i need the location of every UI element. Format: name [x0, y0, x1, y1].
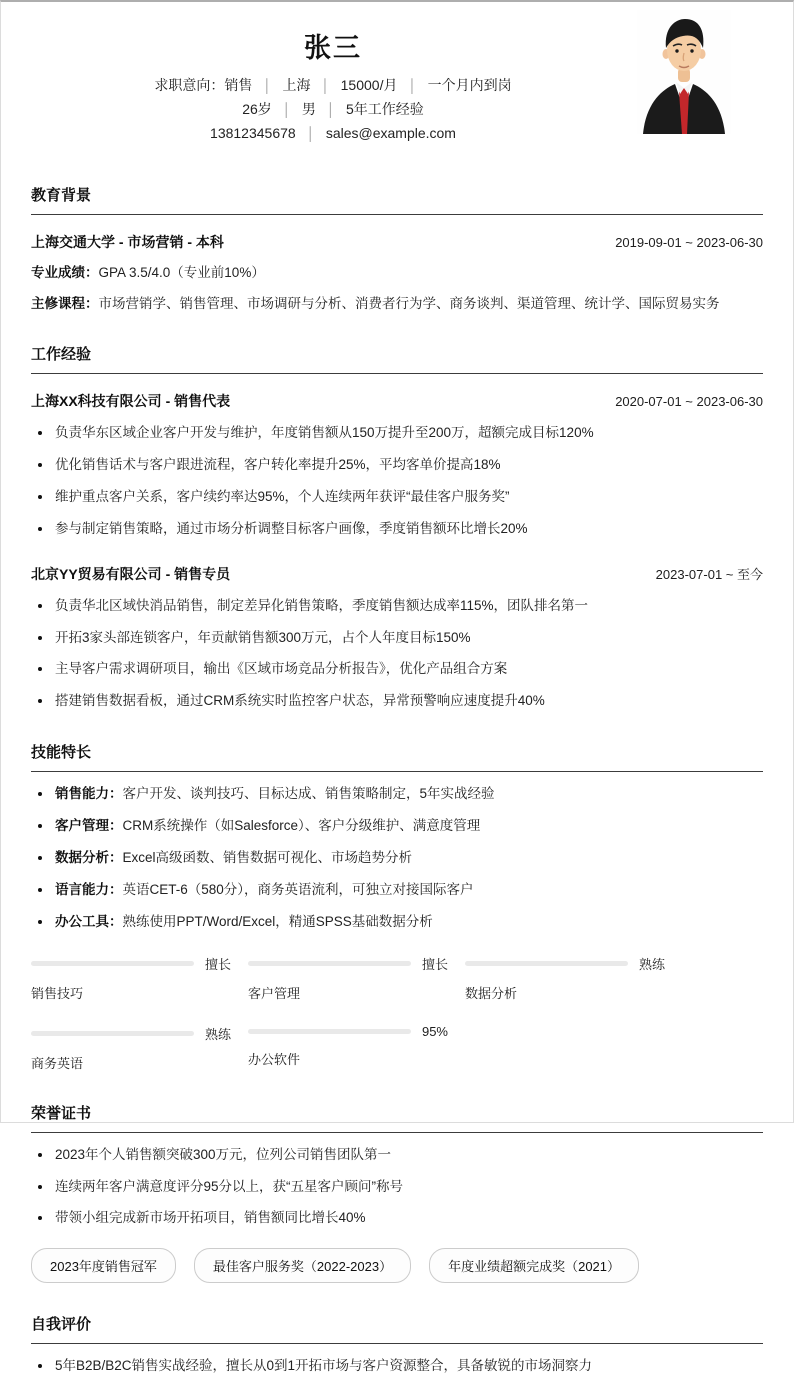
age: 26岁: [242, 101, 272, 117]
profile-photo-illustration: [637, 10, 731, 134]
bullet-dot-icon: [38, 1364, 42, 1368]
skill-item-text: CRM系统操作（如Salesforce）、客户分级维护、满意度管理: [122, 818, 481, 834]
skill-bar-row: [248, 954, 448, 973]
skill-bar-name: 销售技巧: [31, 985, 84, 1001]
job-bullet: [31, 692, 763, 711]
honor-bullet: [31, 1209, 763, 1228]
basic-info-line: [31, 101, 635, 118]
skill-item-text: 熟练使用PPT/Word/Excel，精通SPSS基础数据分析: [122, 913, 433, 929]
bullet-dot-icon: [38, 888, 42, 892]
section-title-self-evaluation: 自我评价: [31, 1313, 763, 1344]
skill-bar-item: [465, 954, 665, 1002]
bullet-dot-icon: [38, 792, 42, 796]
skill-item-label: 办公工具：: [55, 913, 123, 929]
skill-item: [31, 785, 763, 804]
section-education: [31, 184, 763, 313]
bullet-dot-icon: [38, 824, 42, 828]
contact-line: [31, 125, 635, 142]
skill-item-label: 数据分析：: [55, 850, 123, 866]
skill-bar-row: [31, 954, 231, 973]
job-bullet-text: 参与制定销售策略，通过市场分析调整目标客户画像，季度销售额环比增长20%: [55, 520, 528, 536]
honor-badge: 最佳客户服务奖（2022-2023）: [194, 1248, 411, 1283]
job-bullet-text: 搭建销售数据看板，通过CRM系统实时监控客户状态，异常预警响应速度提升40%: [55, 693, 545, 709]
skill-bar-row: [465, 954, 665, 973]
skill-bar-item: [31, 954, 231, 1002]
education-detail-line: [31, 263, 763, 283]
skill-item-text: 英语CET-6（580分），商务英语流利，可独立对接国际客户: [122, 881, 474, 897]
job-bullet-text: 开拓3家头部连锁客户，年贡献销售额300万元，占个人年度目标150%: [55, 629, 471, 645]
experience-years: 5年工作经验: [346, 101, 424, 117]
phone-number: 13812345678: [210, 125, 296, 141]
skill-item-text-wrap: [55, 849, 412, 868]
honor-badge: 2023年度销售冠军: [31, 1248, 176, 1283]
skill-bar-track: [248, 1029, 411, 1034]
section-title-skills: 技能特长: [31, 741, 763, 772]
skill-item-text-wrap: [55, 913, 433, 932]
company-and-role: 上海XX科技有限公司 - 销售代表: [31, 393, 231, 410]
skill-bar-name: 客户管理: [248, 985, 301, 1001]
skill-bar-name: 办公软件: [248, 1051, 301, 1067]
section-title-work: 工作经验: [31, 343, 763, 374]
section-honors: [31, 1102, 763, 1284]
skill-bar-name: 数据分析: [465, 985, 518, 1001]
intent-availability: 一个月内到岗: [427, 77, 512, 93]
skill-bar-item: [248, 1024, 448, 1072]
skill-item: [31, 817, 763, 836]
skill-item: [31, 881, 763, 900]
job-bullet: [31, 597, 763, 616]
skill-bar-level: 熟练: [204, 1026, 231, 1042]
job-bullet: [31, 660, 763, 679]
job-bullets: [31, 597, 763, 712]
skill-bar-track: [31, 961, 194, 966]
job-bullet-text: 负责华东区域企业客户开发与维护，年度销售额从150万提升至200万，超额完成目标120%: [55, 425, 594, 441]
bullet-dot-icon: [38, 699, 42, 703]
skill-item-text: 客户开发、谈判技巧、目标达成、销售策略制定，5年实战经验: [122, 786, 495, 802]
separator: [397, 77, 427, 93]
job-bullets: [31, 424, 763, 539]
candidate-name: 张三: [304, 33, 362, 63]
bullet-dot-icon: [38, 431, 42, 435]
bullet-dot-icon: [38, 495, 42, 499]
skill-item-label: 语言能力：: [55, 881, 123, 897]
honor-bullet-text: 2023年个人销售额突破300万元，位列公司销售团队第一: [55, 1146, 392, 1162]
job-header: [31, 391, 763, 411]
separator: [311, 77, 341, 93]
job-bullet: [31, 424, 763, 443]
bullet-dot-icon: [38, 667, 42, 671]
skill-item-text-wrap: [55, 785, 495, 804]
bullet-dot-icon: [38, 1153, 42, 1157]
skill-bar-track: [465, 961, 628, 966]
intent-salary: 15000/月: [340, 77, 398, 93]
honor-bullet: [31, 1146, 763, 1165]
job-bullet: [31, 456, 763, 475]
job-bullet-text: 维护重点客户关系，客户续约率达95%，个人连续两年获评“最佳客户服务奖”: [55, 488, 510, 504]
intent-position: 销售: [224, 77, 253, 93]
separator: [296, 125, 326, 141]
job-date-range: 2020-07-01 ~ 2023-06-30: [615, 394, 763, 410]
section-title-honors: 荣誉证书: [31, 1102, 763, 1133]
honor-bullets: [31, 1146, 763, 1229]
skill-bar-track: [248, 961, 411, 966]
profile-photo: [637, 10, 731, 134]
skill-bar-item: [31, 1024, 231, 1072]
skill-item: [31, 849, 763, 868]
job-bullet-text: 优化销售话术与客户跟进流程，客户转化率提升25%，平均客单价提高18%: [55, 457, 501, 473]
separator: [316, 101, 346, 117]
job-intent-line: [31, 77, 635, 94]
skill-bar-row: [248, 1024, 448, 1039]
detail-text: GPA 3.5/4.0（专业前10%）: [98, 265, 265, 280]
self-evaluation-bullets: [31, 1357, 763, 1376]
job-entry-2: [31, 564, 763, 712]
bullet-dot-icon: [38, 1185, 42, 1189]
separator: [252, 77, 282, 93]
skill-bar-track: [31, 1031, 194, 1036]
job-bullet: [31, 520, 763, 539]
skill-bars: [31, 954, 763, 1072]
skill-bar-name: 商务英语: [31, 1055, 84, 1071]
education-detail-line: [31, 294, 763, 314]
job-bullet: [31, 629, 763, 648]
skill-bar-level: 熟练: [638, 956, 665, 972]
honor-bullet-text: 连续两年客户满意度评分95分以上，获“五星客户顾问”称号: [55, 1178, 404, 1194]
self-evaluation-text: 5年B2B/B2C销售实战经验，擅长从0到1开拓市场与客户资源整合，具备敏锐的市场洞察力: [55, 1358, 593, 1374]
skill-item: [31, 913, 763, 932]
intent-city: 上海: [282, 77, 311, 93]
section-work-experience: [31, 343, 763, 711]
bullet-dot-icon: [38, 527, 42, 531]
intent-label: 求职意向：: [154, 77, 225, 93]
job-date-range: 2023-07-01 ~ 至今: [655, 566, 763, 582]
honor-bullet: [31, 1178, 763, 1197]
job-bullet: [31, 488, 763, 507]
section-skills: [31, 741, 763, 1071]
detail-text: 市场营销学、销售管理、市场调研与分析、消费者行为学、商务谈判、渠道管理、统计学、国际贸易实务: [98, 295, 720, 311]
section-title-education: 教育背景: [31, 184, 763, 215]
job-bullet-text: 主导客户需求调研项目，输出《区域市场竞品分析报告》，优化产品组合方案: [55, 661, 508, 677]
education-date-range: 2019-09-01 ~ 2023-06-30: [615, 235, 763, 250]
bullet-dot-icon: [38, 463, 42, 467]
honor-bullet-text: 带领小组完成新市场开拓项目，销售额同比增长40%: [55, 1210, 366, 1226]
skill-bar-level: 95%: [421, 1023, 448, 1039]
skill-bar-level: 擅长: [204, 956, 231, 972]
email-address: sales@example.com: [325, 125, 456, 141]
skill-item-text-wrap: [55, 881, 474, 900]
detail-label: 专业成绩：: [31, 265, 99, 280]
honor-badge: 年度业绩超额完成奖（2021）: [429, 1248, 639, 1283]
honor-badges: [31, 1248, 763, 1283]
skill-bar-row: [31, 1024, 231, 1043]
skill-item-text-wrap: [55, 817, 480, 836]
job-bullet-text: 负责华北区域快消品销售，制定差异化销售策略，季度销售额达成率115%，团队排名第一: [55, 597, 589, 613]
self-evaluation-bullet: [31, 1357, 763, 1376]
job-header: [31, 564, 763, 584]
education-entry: [31, 232, 763, 252]
resume-header: [31, 20, 635, 142]
separator: [272, 101, 302, 117]
gender: 男: [301, 101, 316, 117]
skill-bar-item: [248, 954, 448, 1002]
bullet-dot-icon: [38, 604, 42, 608]
skill-bar-level: 擅长: [421, 956, 448, 972]
bullet-dot-icon: [38, 636, 42, 640]
company-and-role: 北京YY贸易有限公司 - 销售专员: [31, 565, 231, 582]
bullet-dot-icon: [38, 920, 42, 924]
detail-label: 主修课程：: [31, 295, 99, 311]
school-name: 上海交通大学 - 市场营销 - 本科: [31, 234, 224, 250]
job-entry-1: [31, 391, 763, 539]
bullet-dot-icon: [38, 856, 42, 860]
skill-item-label: 客户管理：: [55, 818, 123, 834]
bullet-dot-icon: [38, 1216, 42, 1220]
skill-item-label: 销售能力：: [55, 786, 123, 802]
education-details: [31, 263, 763, 313]
skill-item-text: Excel高级函数、销售数据可视化、市场趋势分析: [122, 850, 413, 866]
skill-list: [31, 785, 763, 931]
section-self-evaluation: [31, 1313, 763, 1376]
